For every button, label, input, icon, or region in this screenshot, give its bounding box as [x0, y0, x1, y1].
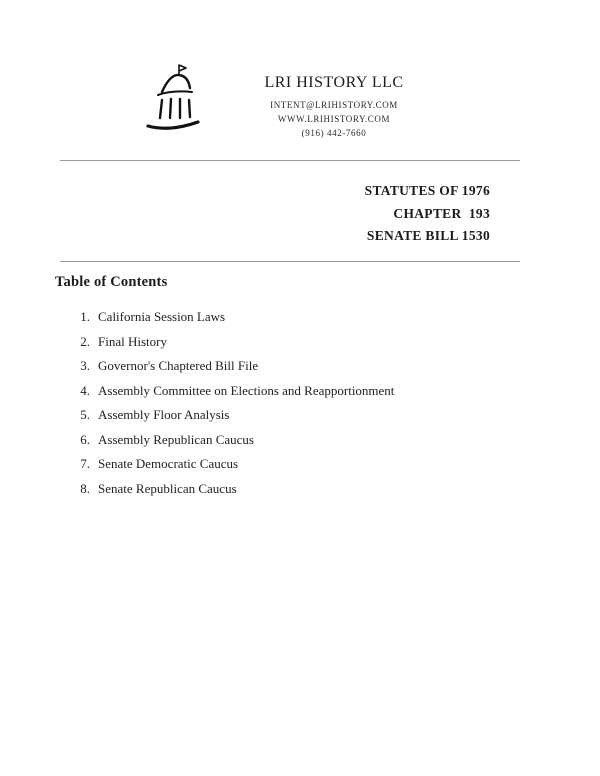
toc-item-label: Assembly Republican Caucus	[98, 431, 254, 447]
toc-item-label: California Session Laws	[98, 309, 226, 324]
toc-item	[68, 428, 394, 453]
chapter-line: CHAPTER 193	[393, 205, 490, 221]
toc-title: Table of Contents	[55, 274, 168, 290]
toc-item-label: Senate Democratic Caucus	[98, 456, 239, 471]
toc-item-number: 4.	[80, 382, 90, 398]
divider-top	[60, 160, 520, 161]
company-name: LRI HISTORY LLC	[264, 74, 404, 91]
toc-item-label: Assembly Committee on Elections and Reapportionment	[98, 382, 395, 398]
case-header	[365, 180, 490, 248]
toc-item	[68, 354, 394, 379]
toc-item-number: 6.	[80, 431, 90, 447]
letterhead	[140, 58, 444, 140]
toc-item-number: 2.	[80, 333, 90, 349]
toc-item	[68, 452, 394, 477]
capitol-building-icon	[140, 62, 210, 140]
email-text: INTENT@LRIHISTORY.COM	[270, 100, 398, 110]
toc-item-number: 5.	[80, 407, 90, 422]
toc-item-number: 1.	[80, 309, 90, 324]
toc-item-label: Assembly Floor Analysis	[98, 407, 230, 422]
toc-item-label: Senate Republican Caucus	[98, 480, 237, 496]
toc-list	[68, 305, 394, 501]
toc-item-label: Final History	[98, 333, 167, 349]
website-text: WWW.LRIHISTORY.COM	[277, 114, 391, 124]
toc-item	[68, 403, 394, 428]
toc-item-number: 3.	[80, 358, 90, 373]
phone-text: (916) 442-7660	[301, 128, 367, 138]
toc-item-number: 8.	[80, 480, 90, 496]
letterhead-text	[224, 58, 444, 140]
senate-bill-line: SENATE BILL 1530	[366, 228, 490, 243]
toc-item	[68, 477, 394, 502]
toc-item	[68, 305, 394, 330]
toc-item-label: Governor's Chaptered Bill File	[98, 358, 259, 373]
divider-bottom	[60, 261, 520, 262]
toc-item-number: 7.	[80, 456, 90, 471]
toc-item	[68, 379, 394, 404]
toc-item	[68, 330, 394, 355]
statutes-line: STATUTES OF 1976	[364, 183, 490, 198]
